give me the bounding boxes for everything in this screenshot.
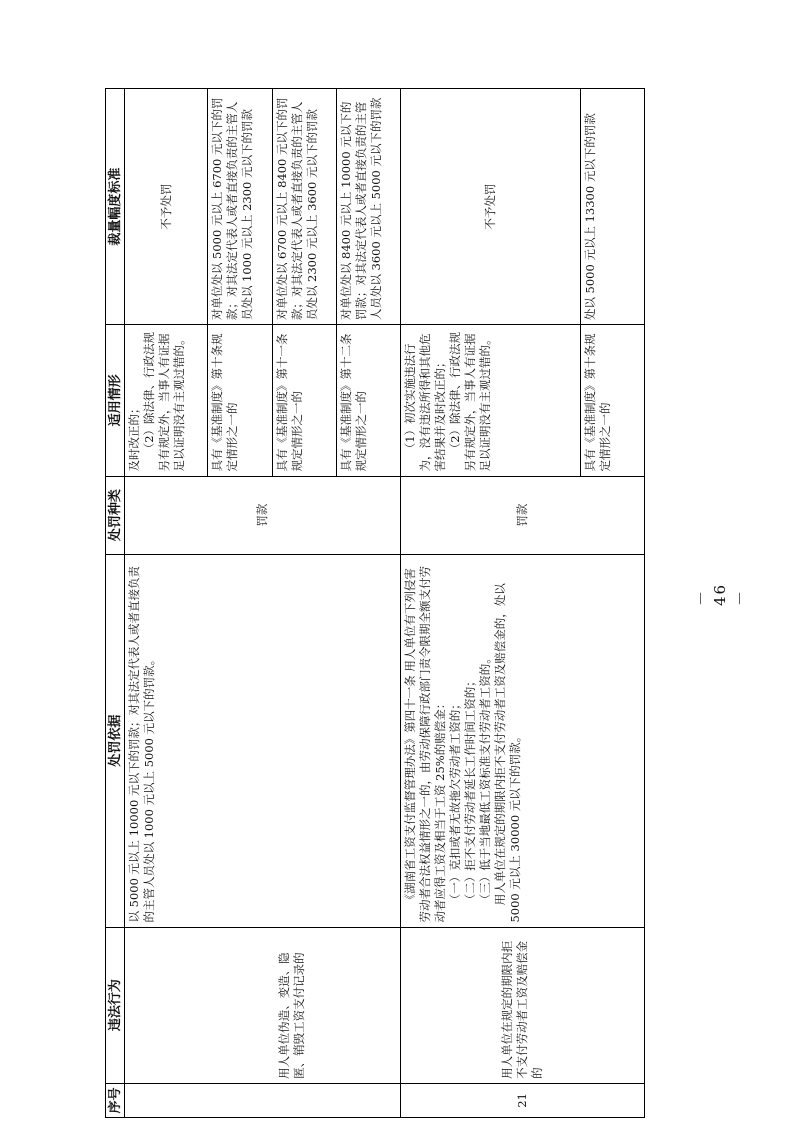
case-line: （2）除法律、行政法规另有规定外，当事人有证据足以证明没有主观过错的。 xyxy=(448,331,493,472)
basis-line: （二）拒不支付劳动者延长工作时间工资的； xyxy=(463,675,478,906)
prev-std-3: 对单位处以 6700 元以上 8400 元以下的罚款；对其法定代表人或者直接负责的主管人员处以 2300 元以上 3600 元以下的罚款 xyxy=(272,89,336,325)
prev-kind-cell: 罚款 xyxy=(125,476,401,554)
row21-case-1 xyxy=(401,325,581,476)
case-line: （2）除法律、行政法规另有规定外，当事人有证据足以证明没有主观过错的。 xyxy=(142,331,186,472)
case-line: （1）初次实施违法行为，没有违法所得和其他危害结果并及时改正的； xyxy=(403,333,448,472)
table-row xyxy=(125,89,208,1118)
prev-case-3: 具有《基准制度》第十一条规定情形之一的 xyxy=(272,325,336,476)
row21-basis-cell xyxy=(401,554,645,927)
basis-line: 用人单位在规定的期限内拒不支付劳动者工资及赔偿金的，处以 5000 元以上 30000 元以下的罚款。 xyxy=(493,583,523,923)
prev-std-2: 对单位处以 5000 元以上 6700 元以下的罚款；对其法定代表人或者直接负责的主管人员处以 1000 元以上 2300 元以下的罚款 xyxy=(208,89,272,325)
page-number: － 46 － xyxy=(692,582,749,606)
header-seq: 序号 xyxy=(106,1083,125,1117)
prev-basis-cell: 以 5000 元以上 10000 元以下的罚款；对其法定代表人或者直接负责的主管人员处以 1000 元以上 5000 元以下的罚款。 xyxy=(125,554,401,927)
table-row xyxy=(401,89,581,1118)
penalty-table xyxy=(105,88,645,1118)
prev-case-2: 具有《基准制度》第十条规定情形之一的 xyxy=(208,325,272,476)
row21-kind-cell: 罚款 xyxy=(401,476,645,554)
basis-line: （三）低于当地最低工资标准支付劳动者工资的。 xyxy=(478,652,493,906)
row21-std-1: 不予处罚 xyxy=(401,89,581,325)
header-basis: 处罚依据 xyxy=(106,554,125,927)
row21-seq-cell: 21 xyxy=(401,1083,645,1117)
basis-line: （一）克扣或者无故拖欠劳动者工资的； xyxy=(448,698,463,906)
rotated-table-frame xyxy=(105,88,645,1118)
row21-std-2: 处以 5000 元以上 13300 元以下的罚款 xyxy=(580,89,644,325)
prev-case-4: 具有《基准制度》第十二条规定情形之一的 xyxy=(336,325,400,476)
header-act: 违法行为 xyxy=(106,927,125,1083)
prev-std-1: 不予处罚 xyxy=(125,89,208,325)
row21-act-cell: 用人单位在规定的期限内拒不支付劳动者工资及赔偿金的 xyxy=(401,927,645,1083)
header-row xyxy=(106,89,125,1118)
prev-std-4: 对单位处以 8400 元以上 10000 元以下的罚款；对其法定代表人或者直接负责的主管人员处以 3600 元以上 5000 元以下的罚款 xyxy=(336,89,400,325)
prev-seq-cell xyxy=(125,1083,401,1117)
header-kind: 处罚种类 xyxy=(106,476,125,554)
case-line: 及时改正的； xyxy=(127,402,141,472)
header-std: 裁量幅度标准 xyxy=(106,89,125,325)
row21-case-2: 具有《基准制度》第十条规定情形之一的 xyxy=(580,325,644,476)
prev-case-1 xyxy=(125,325,208,476)
header-case: 适用情形 xyxy=(106,325,125,476)
prev-act-cell: 用人单位伪造、变造、隐匿、销毁工资支付记录的 xyxy=(125,927,401,1083)
basis-line: 《湖南省工资支付监督管理办法》第四十一条 用人单位有下列侵害劳动者合法权益情形之一的，由劳动保障行政部门责令限期全额支付劳动者应得工资及相当于工资 25%的赔偿金： xyxy=(403,566,448,923)
